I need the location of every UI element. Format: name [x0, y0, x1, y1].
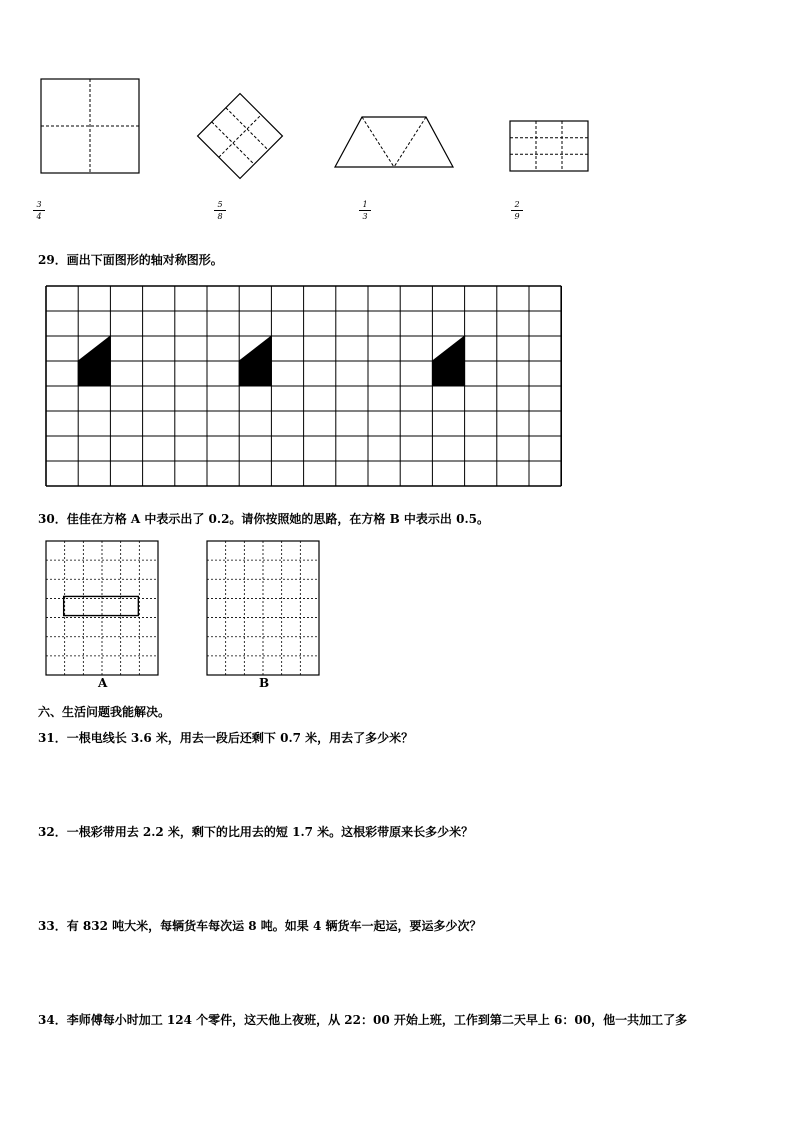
shape-trapezoid-thirds [334, 116, 454, 168]
question-29: 29．画出下面图形的轴对称图形。 [38, 253, 223, 267]
fraction-numerator: 2 [511, 200, 523, 211]
fraction-denominator: 4 [36, 212, 42, 221]
fraction-denominator: 8 [217, 212, 223, 221]
shape-rectangle-ninths [509, 120, 589, 172]
section-heading: 六、生活问题我能解决。 [38, 705, 171, 719]
highlight-rectangle [64, 596, 139, 615]
decimal-grid-a [45, 540, 161, 676]
shape-square-quarters [40, 78, 140, 174]
question-34: 34．李师傅每小时加工 124 个零件，这天他上夜班，从 22：00 开始上班，工作到第二天早上 6：00，他一共加工了多 [38, 1013, 688, 1027]
question-30: 30．佳佳在方格 A 中表示出了 0.2。请你按照她的思路，在方格 B 中表示出 0.5。 [38, 512, 489, 526]
fraction-label-4 [511, 200, 523, 221]
filled-shape [78, 336, 110, 386]
grid-b-label: B [259, 676, 270, 690]
shape-diamond-eighths [192, 92, 288, 180]
decimal-grid-b [206, 540, 322, 676]
fraction-denominator: 3 [362, 212, 368, 221]
question-33: 33．有 832 吨大米，每辆货车每次运 8 吨。如果 4 辆货车一起运，要运多少次？ [38, 919, 482, 933]
fraction-denominator: 9 [514, 212, 520, 221]
fraction-numerator: 1 [359, 200, 371, 211]
symmetry-grid [45, 285, 565, 491]
fraction-numerator: 3 [33, 200, 45, 211]
grid-a-label: A [98, 676, 108, 690]
question-32: 32．一根彩带用去 2.2 米，剩下的比用去的短 1.7 米。这根彩带原来长多少米？ [38, 825, 474, 839]
fraction-label-1 [33, 200, 45, 221]
fraction-label-3 [359, 200, 371, 221]
fraction-label-2 [214, 200, 226, 221]
fraction-numerator: 5 [214, 200, 226, 211]
question-31: 31．一根电线长 3.6 米，用去一段后还剩下 0.7 米，用去了多少米？ [38, 731, 414, 745]
filled-shape [239, 336, 271, 386]
filled-shape [432, 336, 464, 386]
